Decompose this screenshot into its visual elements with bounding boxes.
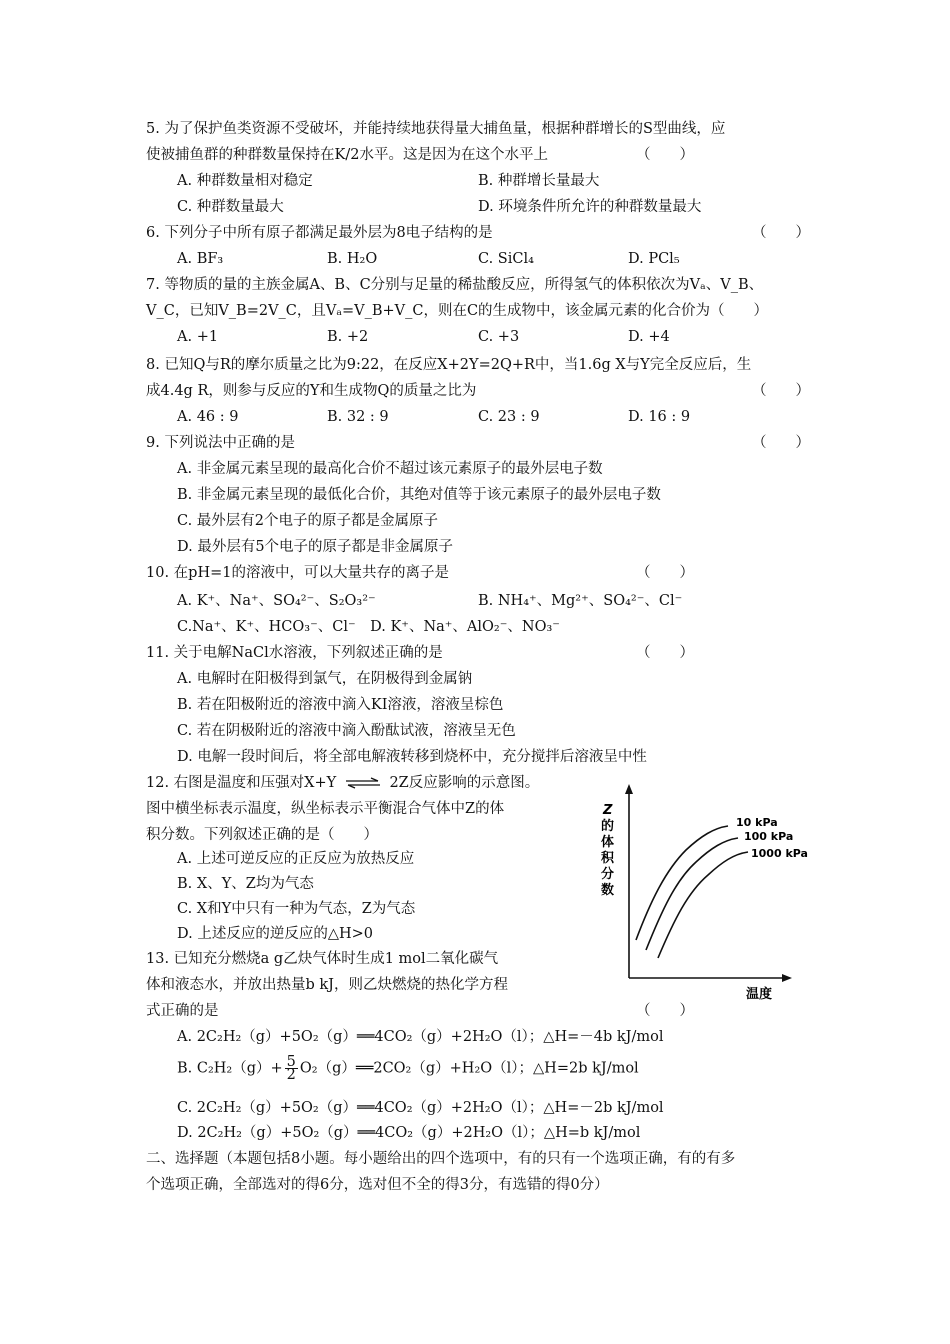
q11-option-d: D. 电解一段时间后，将全部电解液转移到烧杯中，充分搅拌后溶液呈中性 (177, 749, 647, 765)
curve-label-10kpa: 10 kPa (736, 816, 778, 829)
q13-option-c: C. 2C₂H₂（g）+5O₂（g）══4CO₂（g）+2H₂O（l）；△H=－2b kJ/mol (177, 1100, 664, 1116)
q7-option-c: C. +3 (478, 329, 520, 345)
q8-option-b: B. 32 : 9 (327, 409, 389, 425)
temperature-pressure-figure (596, 780, 808, 1010)
curve-label-100kpa: 100 kPa (744, 830, 794, 843)
q9-option-d: D. 最外层有5个电子的原子都是非金属原子 (177, 539, 454, 555)
q11-option-a: A. 电解时在阳极得到氯气，在阴极得到金属钠 (177, 671, 473, 687)
y-axis-label-char: 积 (601, 851, 615, 866)
x-axis-label: 温度 (746, 987, 773, 1002)
y-axis-label-char: 的 (601, 819, 615, 834)
q10-stem: 10. 在pH=1的溶液中，可以大量共存的离子是 (146, 565, 449, 581)
q7-stem-line2: V_C，已知V_B=2V_C，且Vₐ=V_B+V_C，则在C的生成物中，该金属元素的化合价为（ ） (146, 303, 769, 319)
q12-stem-line2: 图中横坐标表示温度，纵坐标表示平衡混合气体中Z的体 (146, 801, 505, 817)
q6-answer-bracket: （ ） (752, 225, 810, 241)
q8-option-c: C. 23 : 9 (478, 409, 540, 425)
q5-option-b: B. 种群增长量最大 (478, 173, 600, 189)
q11-option-c: C. 若在阴极附近的溶液中滴入酚酞试液，溶液呈无色 (177, 723, 516, 739)
q8-stem-line1: 8. 已知Q与R的摩尔质量之比为9:22，在反应X+2Y=2Q+R中，当1.6g X与Y完全反应后，生 (146, 357, 752, 373)
q13-stem-line3: 式正确的是 (146, 1003, 219, 1019)
section2-heading-line1: 二、选择题（本题包括8小题。每小题给出的四个选项中，有的只有一个选项正确，有的有多 (146, 1151, 736, 1167)
q8-answer-bracket: （ ） (752, 383, 810, 399)
equilibrium-arrow-icon (343, 777, 383, 789)
q13-option-a: A. 2C₂H₂（g）+5O₂（g）══4CO₂（g）+2H₂O（l）；△H=－4b kJ/mol (177, 1029, 664, 1045)
y-axis-label-char: 体 (601, 835, 615, 850)
fraction (285, 1056, 298, 1081)
q8-option-a: A. 46 : 9 (177, 409, 239, 425)
q12-stem-line1 (146, 772, 539, 794)
fraction-denominator: 2 (286, 1067, 296, 1083)
q6-option-a: A. BF₃ (177, 251, 224, 267)
q10-answer-bracket: （ ） (636, 565, 694, 581)
q9-answer-bracket: （ ） (752, 435, 810, 451)
q12-option-c: C. X和Y中只有一种为气态，Z为气态 (177, 901, 416, 917)
q12-option-b: B. X、Y、Z均为气态 (177, 876, 314, 892)
q11-option-b: B. 若在阳极附近的溶液中滴入KI溶液，溶液呈棕色 (177, 697, 504, 713)
q10-option-b: B. NH₄⁺、Mg²⁺、SO₄²⁻、Cl⁻ (478, 593, 683, 609)
q12-stem-line3: 积分数。下列叙述正确的是（ ） (146, 827, 378, 843)
q10-option-a: A. K⁺、Na⁺、SO₄²⁻、S₂O₃²⁻ (177, 593, 376, 609)
q7-option-a: A. +1 (177, 329, 219, 345)
q13-option-b-post: O₂（g）══2CO₂（g）+H₂O（l）；△H=2b kJ/mol (299, 1060, 639, 1077)
curve-label-1000kpa: 1000 kPa (751, 847, 808, 860)
q9-stem: 9. 下列说法中正确的是 (146, 435, 295, 451)
q6-option-c: C. SiCl₄ (478, 251, 534, 267)
q7-option-d: D. +4 (628, 329, 670, 345)
q7-option-b: B. +2 (327, 329, 369, 345)
q8-option-d: D. 16 : 9 (628, 409, 691, 425)
q12-stem-post: 2Z反应影响的示意图。 (389, 775, 540, 791)
q13-answer-bracket: （ ） (636, 1003, 694, 1019)
q13-stem-line2: 体和液态水，并放出热量b kJ，则乙炔燃烧的热化学方程 (146, 977, 508, 993)
q5-stem-line2: 使被捕鱼群的种群数量保持在K/2水平。这是因为在这个水平上 (146, 147, 548, 163)
q11-answer-bracket: （ ） (636, 645, 694, 661)
q7-stem-line1: 7. 等物质的量的主族金属A、B、C分别与足量的稀盐酸反应，所得氢气的体积依次为Vₐ、V_B、 (146, 277, 764, 293)
curve-10kpa (636, 826, 728, 940)
q12-option-a: A. 上述可逆反应的正反应为放热反应 (177, 851, 415, 867)
q13-option-b (177, 1056, 639, 1081)
y-axis-label-char: Z (603, 803, 613, 818)
q8-stem-line2: 成4.4g R，则参与反应的Y和生成物Q的质量之比为 (146, 383, 477, 399)
q9-option-a: A. 非金属元素呈现的最高化合价不超过该元素原子的最外层电子数 (177, 461, 603, 477)
q11-stem: 11. 关于电解NaCl水溶液，下列叙述正确的是 (146, 645, 443, 661)
curve-100kpa (646, 838, 738, 950)
q6-option-b: B. H₂O (327, 251, 378, 267)
q5-stem-line1: 5. 为了保护鱼类资源不受破坏，并能持续地获得量大捕鱼量，根据种群增长的S型曲线，应 (146, 121, 726, 137)
q5-option-d: D. 环境条件所允许的种群数量最大 (478, 199, 702, 215)
q12-option-d: D. 上述反应的逆反应的△H>0 (177, 926, 373, 942)
q6-stem: 6. 下列分子中所有原子都满足最外层为8电子结构的是 (146, 225, 493, 241)
q5-option-a: A. 种群数量相对稳定 (177, 173, 313, 189)
q5-answer-bracket: （ ） (636, 147, 694, 163)
q5-option-c: C. 种群数量最大 (177, 199, 284, 215)
q6-option-d: D. PCl₅ (628, 251, 680, 267)
fraction-numerator: 5 (286, 1054, 296, 1070)
y-axis-label-char: 数 (601, 883, 615, 898)
y-axis-label-char: 分 (601, 867, 615, 882)
q10-option-cd: C.Na⁺、K⁺、HCO₃⁻、Cl⁻ D. K⁺、Na⁺、AlO₂⁻、NO₃⁻ (177, 619, 560, 635)
q13-stem-line1: 13. 已知充分燃烧a g乙炔气体时生成1 mol二氧化碳气 (146, 951, 499, 967)
q13-option-d: D. 2C₂H₂（g）+5O₂（g）══4CO₂（g）+2H₂O（l）；△H=b kJ/mol (177, 1125, 641, 1141)
section2-heading-line2: 个选项正确，全部选对的得6分，选对但不全的得3分，有选错的得0分） (146, 1177, 609, 1193)
q13-option-b-pre: B. C₂H₂（g）+ (177, 1060, 283, 1077)
q9-option-c: C. 最外层有2个电子的原子都是金属原子 (177, 513, 439, 529)
q12-stem-pre: 12. 右图是温度和压强对X+Y (146, 775, 337, 791)
q9-option-b: B. 非金属元素呈现的最低化合价，其绝对值等于该元素原子的最外层电子数 (177, 487, 661, 503)
